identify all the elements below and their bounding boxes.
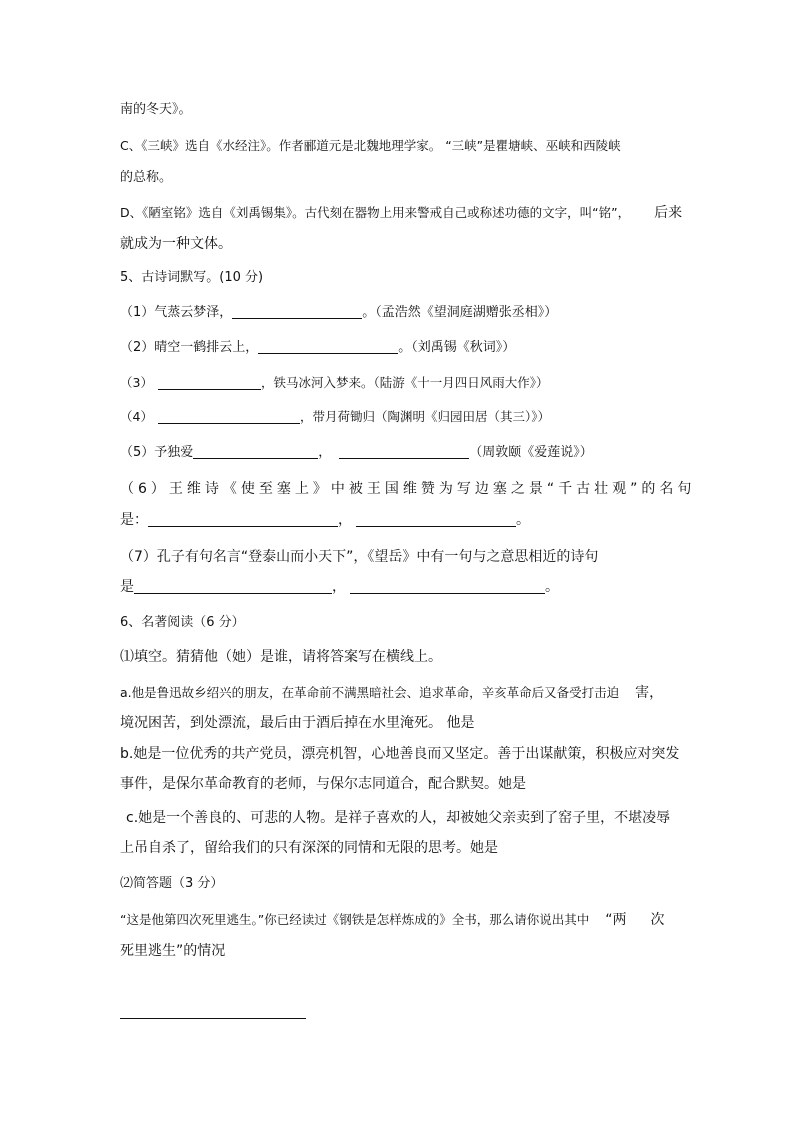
question-line [120,547,598,567]
line-text: 。 [516,512,530,528]
line-text: （6）王维诗《使至塞上》中被王国维赞为写边塞之景“千古壮观”的名句 [120,481,696,497]
subsection-heading [120,647,442,667]
line-text: D、《陋室铭》选自《刘禹锡集》。古代刻在器物上用来警戒自己或称述功德的文字，叫“铭”， [120,205,631,220]
line-text: 死里逃生”的情况 [120,943,226,959]
line-text: 南的冬天》。 [120,102,192,117]
text-line [120,683,663,703]
subsection-heading [120,874,223,894]
line-text: （7）孔子有句名言“登泰山而小天下”，《望岳》中有一句与之意思相近的诗句 [120,549,599,565]
heading-text: 6、名著阅读（6 分） [120,615,245,630]
answer-blank[interactable] [193,444,318,459]
line-text: 就成为一种文体。 [120,236,232,252]
line-text: ，带月荷锄归（陶渊明《归园田居（其三）》） [299,409,550,424]
text-line [120,234,232,254]
line-text: （2）晴空一鹤排云上， [120,340,259,355]
line-text: 境况困苦，到处漂流，最后由于酒后掉在水里淹死。 他是 [120,715,475,731]
heading-text: ⑴填空。猜猜他（她）是谁，请将答案写在横线上。 [120,649,442,665]
line-text: 是： [120,512,148,528]
line-text: （5）予独爱 [120,445,194,460]
question-line [120,479,695,499]
line-text: 。（刘禹锡《秋词》） [398,340,516,355]
line-text: （4） [120,409,153,424]
line-text: （3） [120,375,153,390]
text-line [120,168,172,188]
line-text: 次 [650,912,665,928]
line-text: a.他是鲁迅故乡绍兴的朋友，在革命前不满黑暗社会、追求革命，辛亥革命后又备受打击迫 [120,685,620,700]
line-text: 。（孟浩然《望洞庭湖赠张丞相》） [362,305,558,320]
line-text: 是 [120,579,134,595]
answer-blank[interactable] [134,579,332,594]
line-text: ，铁马冰河入梦来。（陆游《十一月四日风雨大作》） [260,375,549,390]
text-line [120,713,474,733]
line-text: 事件，是保尔革命教育的老师，与保尔志同道合，配合默契。她是 [120,776,526,792]
text-line [120,744,679,764]
heading-text: 5、古诗词默写。(10 分) [120,270,264,285]
answer-blank[interactable] [356,512,516,527]
answer-blank[interactable] [158,409,300,424]
line-text: （1）气蒸云梦泽， [120,305,233,320]
text-line [120,838,498,858]
line-text: “这是他第四次死里逃生。”你已经读过《钢铁是怎样炼成的》全书，那么请你说出其中 [120,912,590,927]
footnote-divider [120,1018,306,1019]
line-text: 。 [545,579,559,595]
question-line [120,407,550,427]
text-line [120,136,621,156]
line-text: C、《三峡》选自《水经注》。作者郦道元是北魏地理学家。 “三峡”是瞿塘峡、巫峡和西陵峡 [120,138,621,153]
answer-blank[interactable] [148,512,338,527]
line-text: 上吊自杀了，留给我们的只有深深的同情和无限的思考。她是 [120,840,498,856]
text-line [120,941,225,961]
question-line [120,510,530,530]
text-line [120,774,526,794]
question-line [120,577,559,597]
answer-blank[interactable] [232,304,362,319]
section-heading [120,613,245,633]
question-line [120,303,557,323]
line-text: c.她是一个善良的、可悲的人物。是祥子喜欢的人，却被她父亲卖到了窑子里，不堪凌辱 [126,810,671,826]
answer-blank[interactable] [258,339,398,354]
answer-blank[interactable] [158,375,261,390]
line-text: ， [332,579,346,595]
line-text: ， [338,512,352,528]
answer-blank[interactable] [339,444,469,459]
line-text: 害， [635,685,664,701]
heading-text: ⑵简答题（3 分） [120,876,224,891]
line-text: “两 [605,912,627,928]
question-line [120,443,593,463]
question-line [120,338,515,358]
line-text: ， [318,445,332,460]
question-line [120,373,548,393]
line-text: b.她是一位优秀的共产党员，漂亮机智，心地善良而又坚定。善于出谋献策，积极应对突发 [120,746,680,762]
line-text: （周敦颐《爱莲说》） [469,445,593,460]
line-text: 后来 [654,205,683,221]
text-line [120,203,682,223]
text-line [120,100,192,120]
answer-blank[interactable] [350,579,545,594]
text-line [120,910,664,930]
text-line [126,808,670,828]
line-text: 的总称。 [120,170,173,185]
section-heading [120,268,263,288]
